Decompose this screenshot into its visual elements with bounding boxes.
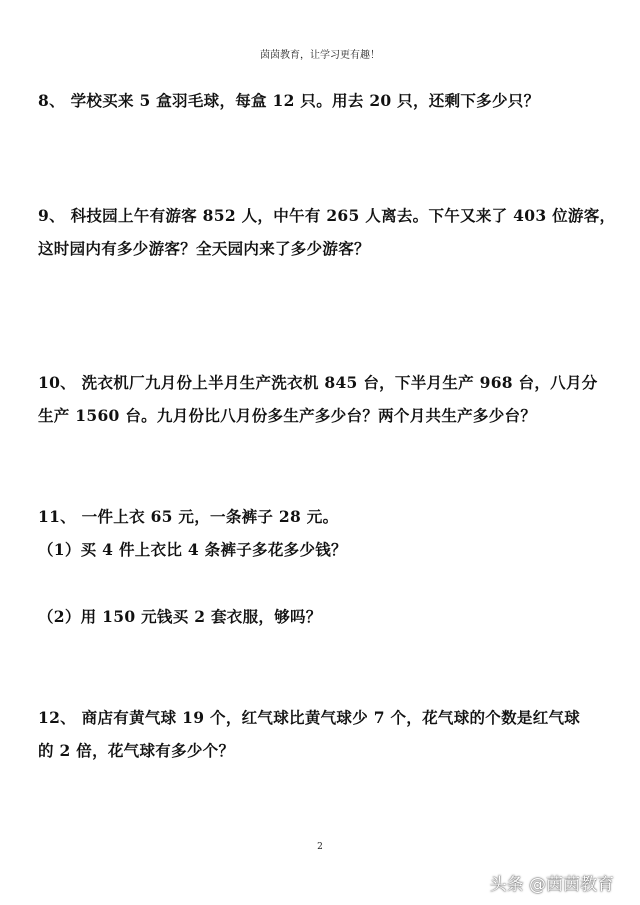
question-10 [38, 366, 608, 432]
question-11 [38, 500, 608, 566]
question-9-line-1: 9、 科技园上午有游客 852 人，中午有 265 人离去。下午又来了 403 位游客， [38, 206, 616, 225]
question-11-part-2 [38, 600, 608, 633]
question-11-part-1: （1）买 4 件上衣比 4 条裤子多花多少钱？ [38, 540, 347, 559]
page-header: 茵茵教育，让学习更有趣！ [260, 50, 380, 61]
question-11-part-2-line: （2）用 150 元钱买 2 套衣服，够吗？ [38, 607, 322, 626]
question-12-line-1: 12、 商店有黄气球 19 个，红气球比黄气球少 7 个，花气球的个数是红气球 [38, 708, 581, 727]
question-10-line-1: 10、 洗衣机厂九月份上半月生产洗衣机 845 台，下半月生产 968 台，八月分 [38, 373, 598, 392]
question-11-line-1: 11、 一件上衣 65 元，一条裤子 28 元。 [38, 507, 339, 526]
watermark: 头条 @茵茵教育 [489, 875, 614, 895]
question-9-line-2: 这时园内有多少游客？全天园内来了多少游客？ [38, 239, 370, 258]
question-10-line-2: 生产 1560 台。九月份比八月份多生产多少台？两个月共生产多少台？ [38, 406, 537, 425]
question-8 [38, 84, 608, 117]
page-number: 2 [317, 842, 323, 852]
question-9 [38, 199, 616, 265]
question-12 [38, 701, 608, 767]
question-12-line-2: 的 2 倍，花气球有多少个？ [38, 741, 235, 760]
question-8-line-1: 8、 学校买来 5 盒羽毛球，每盒 12 只。用去 20 只，还剩下多少只？ [38, 91, 540, 110]
